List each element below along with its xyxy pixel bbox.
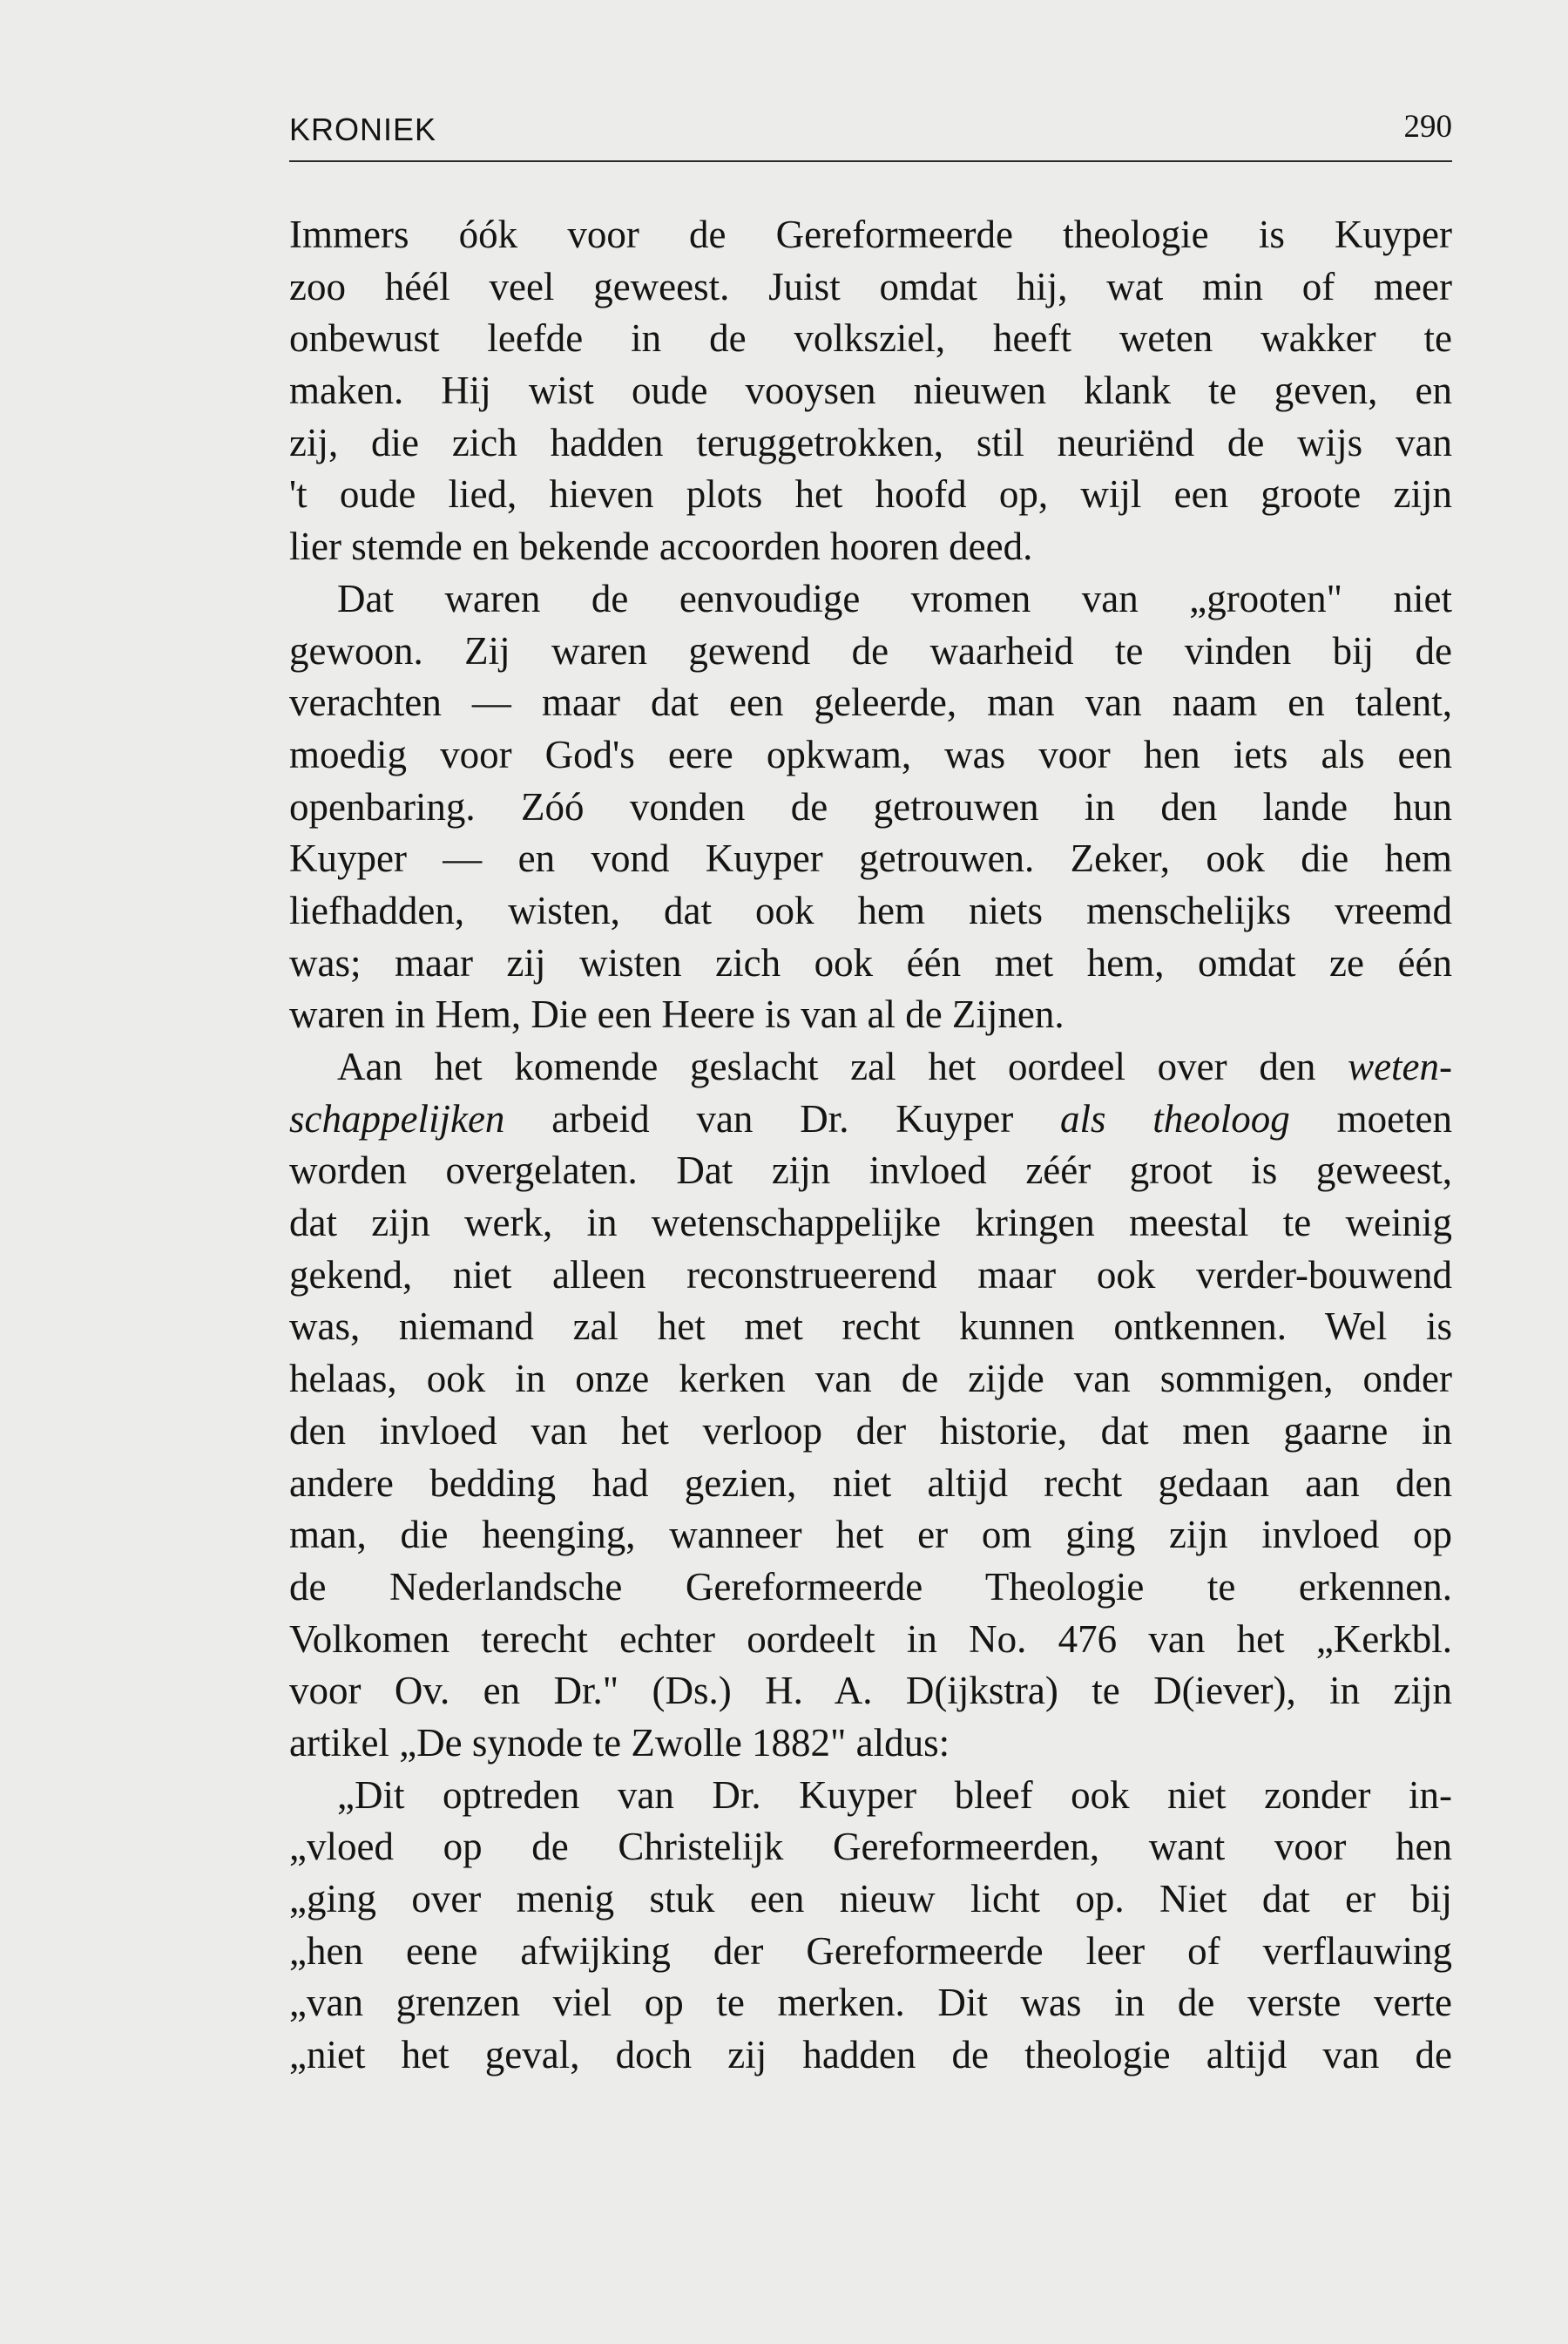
body-text: [289, 209, 1452, 2082]
text-line: maken. Hij wist oude vooysen nieuwen klank te geven, en: [289, 369, 1452, 413]
quote-line: „niet het geval, doch zij hadden de theologie altijd van de: [289, 2033, 1452, 2077]
text-line: onbewust leefde in de volksziel, heeft weten wakker te: [289, 316, 1452, 361]
text-line: andere bedding had gezien, niet altijd recht gedaan aan den: [289, 1460, 1452, 1505]
text-line: helaas, ook in onze kerken van de zijde van sommigen, onder: [289, 1357, 1452, 1401]
text-line: Dat waren de eenvoudige vromen van „grooten" niet: [337, 576, 1452, 620]
text-line: moedig voor God's eere opkwam, was voor hen iets als een: [289, 732, 1452, 776]
italic-segment: weten-: [1348, 1045, 1452, 1088]
quote-line: „van grenzen viel op te merken. Dit was in de verste verte: [289, 1981, 1452, 2025]
text-line: liefhadden, wisten, dat ook hem niets menschelijks vreemd: [289, 888, 1452, 932]
text-line: voor Ov. en Dr." (Ds.) H. A. D(ijkstra) te D(iever), in zijn: [289, 1669, 1452, 1713]
text-line: dat zijn werk, in wetenschappelijke kringen meestal te weinig: [289, 1201, 1452, 1245]
text-line: waren in Hem, Die een Heere is van al de Zijnen.: [289, 992, 1064, 1037]
text-line: den invloed van het verloop der historie, dat men gaarne in: [289, 1408, 1452, 1453]
text-line: gekend, niet alleen reconstrueerend maar ook verder-bouwend: [289, 1252, 1452, 1297]
text-line: openbaring. Zóó vonden de getrouwen in den lande hun: [289, 784, 1452, 829]
text-line: 't oude lied, hieven plots het hoofd op, wijl een groote zijn: [289, 472, 1452, 517]
header-rule: [289, 160, 1452, 162]
text-segment: arbeid van Dr. Kuyper: [551, 1096, 1014, 1141]
text-line: man, die heenging, wanneer het er om ging zijn invloed op: [289, 1513, 1452, 1557]
quote-line: „hen eene afwijking der Gereformeerde leer of verflauwing: [289, 1928, 1452, 1973]
text-line: [289, 1094, 1452, 1146]
page-number: 290: [1403, 109, 1452, 145]
italic-segment: schappelijken: [289, 1096, 505, 1141]
text-line: was; maar zij wisten zich ook één met hem, omdat ze één: [289, 940, 1452, 985]
text-line: Volkomen terecht echter oordeelt in No. 476 van het „Kerkbl.: [289, 1616, 1452, 1661]
text-line: Kuyper — en vond Kuyper getrouwen. Zeker, ook die hem: [289, 837, 1452, 881]
text-line: was, niemand zal het met recht kunnen ontkennen. Wel is: [289, 1304, 1452, 1349]
section-title: KRONIEK: [289, 112, 437, 147]
italic-segment: als theoloog: [1060, 1096, 1290, 1141]
quote-line: „vloed op de Christelijk Gereformeerden, want voor hen: [289, 1825, 1452, 1869]
quote-line: „Dit optreden van Dr. Kuyper bleef ook niet zonder in-: [337, 1772, 1452, 1817]
text-line: de Nederlandsche Gereformeerde Theologie te erkennen.: [289, 1564, 1452, 1609]
running-header: [289, 105, 1452, 157]
text-line: worden overgelaten. Dat zijn invloed zéér groot is geweest,: [289, 1148, 1452, 1193]
text-line: Immers óók voor de Gereformeerde theologie is Kuyper: [289, 213, 1452, 256]
text-line: verachten — maar dat een geleerde, man van naam en talent,: [289, 681, 1452, 725]
text-segment: Aan het komende geslacht zal het oordeel over den: [337, 1045, 1316, 1088]
text-line: gewoon. Zij waren gewend de waarheid te vinden bij de: [289, 628, 1452, 673]
quote-line: „ging over menig stuk een nieuw licht op. Niet dat er bij: [289, 1877, 1452, 1921]
text-line: [289, 1041, 1452, 1094]
text-line: artikel „De synode te Zwolle 1882" aldus:: [289, 1720, 950, 1765]
text-line: zoo héél veel geweest. Juist omdat hij, wat min of meer: [289, 264, 1452, 308]
text-segment: moeten: [1336, 1096, 1452, 1141]
text-line: lier stemde en bekende accoorden hooren deed.: [289, 525, 1033, 569]
text-line: zij, die zich hadden teruggetrokken, stil neuriënd de wijs van: [289, 420, 1452, 464]
